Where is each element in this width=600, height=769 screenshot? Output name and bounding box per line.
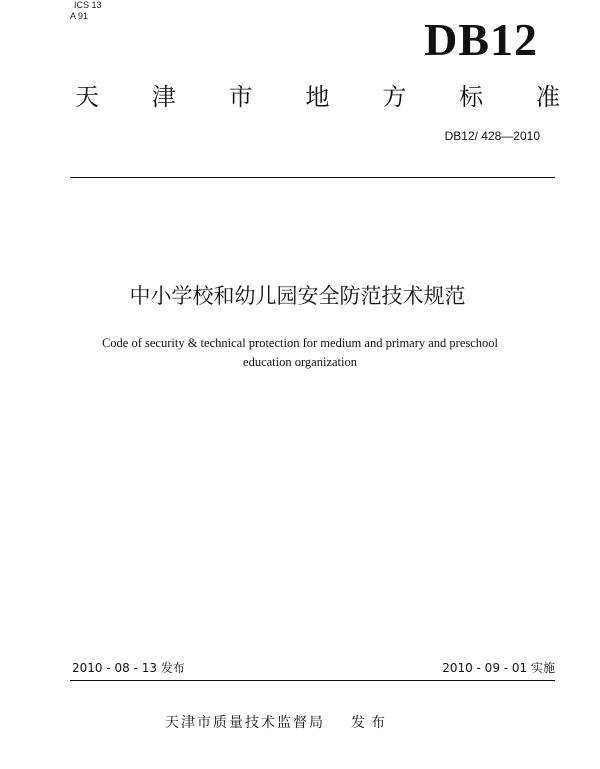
english-title-line-1: Code of security & technical protection for medium and primary and preschool xyxy=(101,336,499,350)
document-title-english xyxy=(60,334,540,372)
ics-code: ICS 13 xyxy=(74,0,102,10)
authority-char: 天 xyxy=(75,83,99,111)
footer-divider xyxy=(70,680,555,681)
authority-char: 方 xyxy=(382,83,407,111)
publish-verb: 发布 xyxy=(351,715,391,731)
classification-codes xyxy=(70,0,102,22)
standard-code: DB12 xyxy=(424,14,538,65)
authority-char: 标 xyxy=(459,83,484,111)
issuing-authority-heading xyxy=(75,82,560,112)
authority-char: 地 xyxy=(305,83,330,111)
ccs-code: A 91 xyxy=(70,11,89,21)
header-divider xyxy=(70,177,555,178)
document-title-chinese: 中小学校和幼儿园安全防范技术规范 xyxy=(129,284,466,308)
authority-char: 津 xyxy=(151,83,176,111)
implementation-date: 2010 - 09 - 01 实施 xyxy=(442,661,555,675)
standard-number: DB12/ 428—2010 xyxy=(444,129,540,143)
authority-char: 市 xyxy=(228,83,253,111)
issue-date: 2010 - 08 - 13 发布 xyxy=(72,661,185,675)
authority-char: 准 xyxy=(535,83,560,111)
publisher-line xyxy=(165,713,391,733)
english-title-line-2: education organization xyxy=(243,355,357,369)
publisher-name: 天津市质量技术监督局 xyxy=(165,715,325,731)
